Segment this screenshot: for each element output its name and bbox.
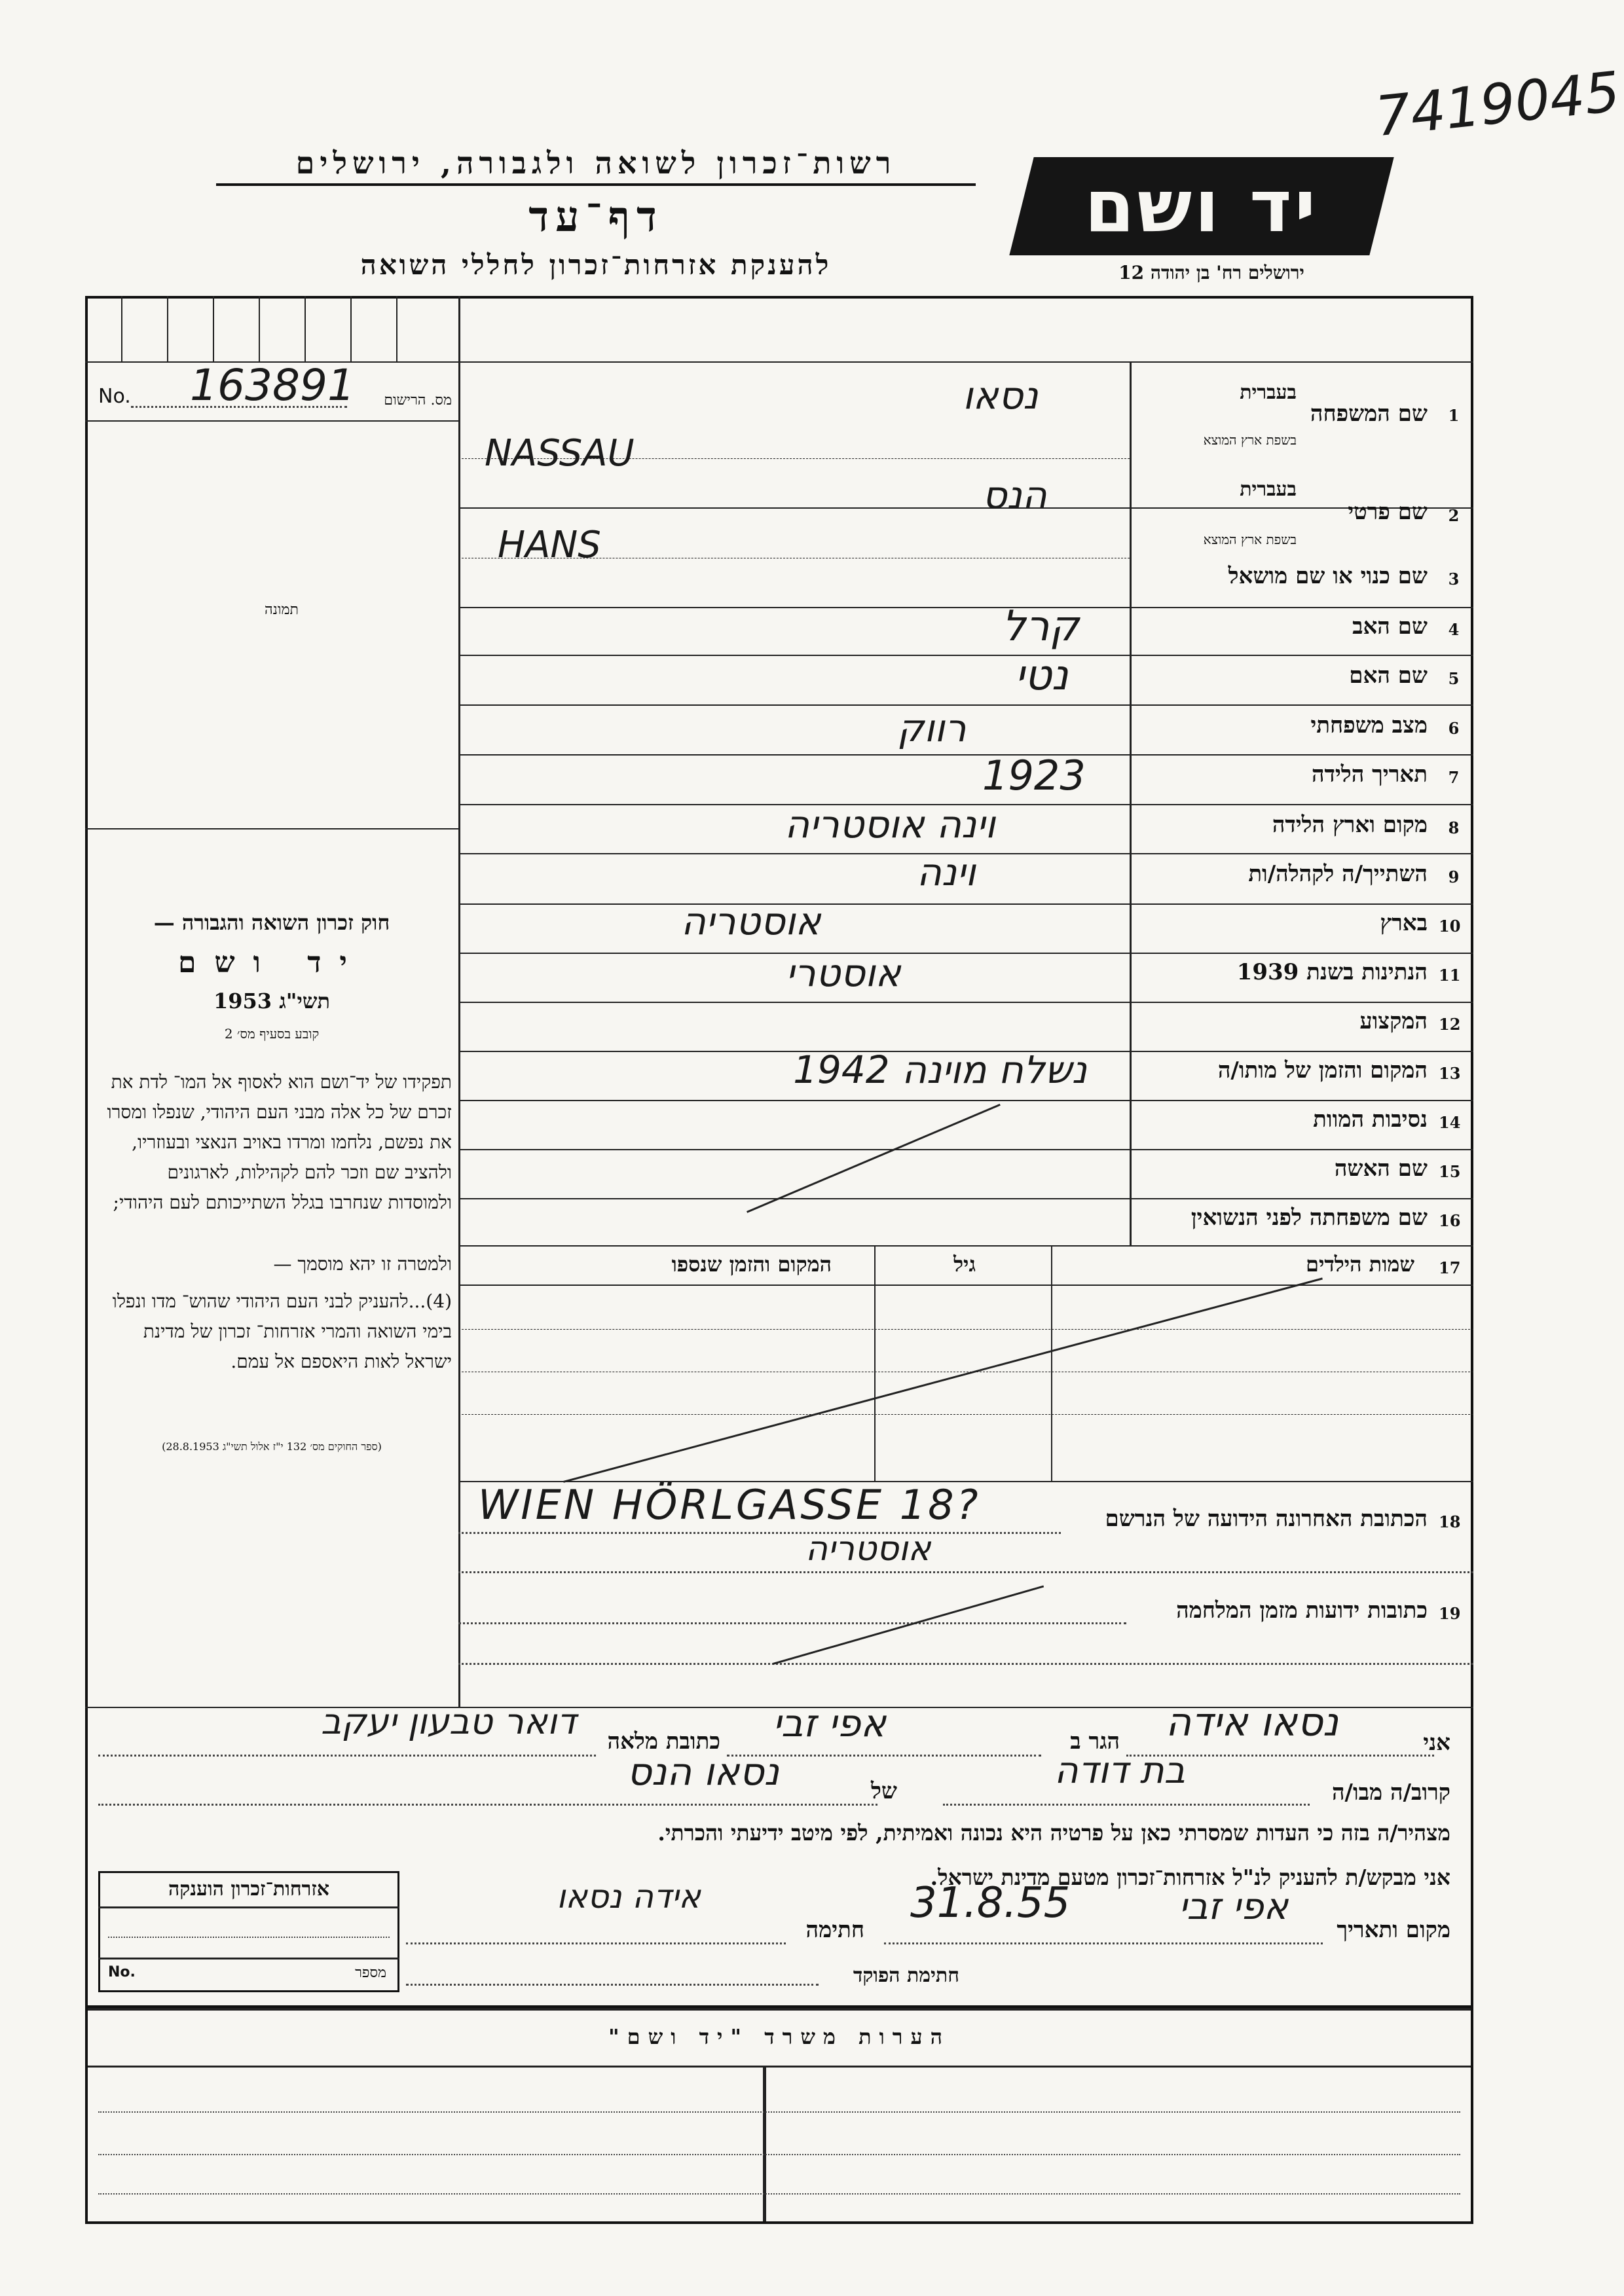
value-mother-name: נטי (1015, 651, 1069, 700)
value-father-name: קרל (1002, 602, 1079, 651)
label-death-circumstances: נסיבות המוות (1313, 1106, 1428, 1133)
place-date-label: מקום ותאריך (1337, 1917, 1450, 1943)
value-marital-status: רווק (897, 706, 967, 750)
granted-title: אזרחות־זכרון הוענקה (168, 1878, 330, 1901)
label-wife-maiden-name: שם משפחתה לפני הנשואין (1190, 1205, 1428, 1231)
label-profession: המקצוע (1359, 1008, 1428, 1034)
declarant-of-name: נסאו הנס (627, 1749, 779, 1794)
law-title: חוק זכרון השואה והגבורה — (153, 910, 390, 935)
signature-label: חתימה (805, 1917, 864, 1943)
row-number-7: 7 (1448, 768, 1460, 787)
tag-first-hebrew: בעברית (1240, 478, 1297, 501)
label-family-name: שם המשפחה (1310, 401, 1428, 427)
law-year: תשי"ג 1953 (213, 989, 330, 1013)
declarant-of-label: של (871, 1778, 897, 1804)
law-clause: קובע בסעיף מס׳ 2 (224, 1026, 320, 1042)
declarant-relation: בת דודה (1054, 1749, 1185, 1792)
row-number-10: 10 (1439, 917, 1461, 936)
row-number-16: 16 (1439, 1211, 1461, 1230)
label-last-address: הכתובת האחרונה הידועה של הנרשם (1105, 1506, 1428, 1532)
tag-family-hebrew: בעברית (1240, 381, 1297, 404)
declarant-residing-label: הגר ב (1070, 1728, 1120, 1755)
photo-label: תמונה (265, 602, 299, 618)
label-community: השתייך/ה לקהלה/ות (1248, 861, 1428, 887)
yad-vashem-logo (1009, 157, 1393, 255)
value-birth-place: וינה אוסטריה (784, 802, 995, 847)
value-death-place-time: נשלח מוינה 1942 (793, 1048, 1087, 1092)
declaration-text: מצהיר/ה בזה כי העדות שמסרתי כאן על פרטיה היא נכונה ואמיתית, לפי מיטב ידיעתי והכרתי. (657, 1820, 1450, 1846)
request-text: אני מבקש/ת להעניק לנ"ל אזרחות־זכרון מטעם מדינת ישראל. (930, 1865, 1450, 1890)
label-country: בארץ (1380, 910, 1428, 936)
declarant-full-address-label: כתובת מלאה (607, 1728, 720, 1755)
value-first-origin: HANS (498, 524, 601, 566)
place-value: אפי זבי (1179, 1886, 1289, 1928)
logo-address: ירושלים רח' בן יהודה 12 (1118, 262, 1304, 283)
header-children-names: שמות הילדים (1306, 1252, 1414, 1277)
value-last-address-country: אוסטריה (805, 1529, 931, 1569)
label-wife-name: שם האשה (1334, 1156, 1428, 1182)
value-first-hebrew: הנס (982, 473, 1047, 517)
value-community: וינה (917, 850, 976, 894)
row-number-4: 4 (1448, 620, 1460, 639)
registration-no-label: No. (98, 385, 131, 408)
label-birth-date: תאריך הלידה (1311, 761, 1428, 788)
label-mother-name: שם האם (1349, 663, 1428, 689)
law-name: יד ושם (178, 946, 365, 979)
row-number-12: 12 (1439, 1015, 1461, 1034)
remarks-title: הערות משרד "יד ושם" (608, 2024, 951, 2049)
form-title: דף־עד (528, 192, 663, 242)
label-nationality-1939: הנתינות בשנת 1939 (1236, 959, 1428, 985)
label-nickname: שם כנוי או שם מושאל (1228, 563, 1428, 589)
declarant-relative-label: קרוב/ה מבו/ה (1331, 1779, 1450, 1806)
header-children-place: המקום והזמן שנספו (671, 1252, 832, 1277)
label-marital-status: מצב משפחתי (1310, 712, 1428, 738)
declarant-name: נסאו אידה (1166, 1700, 1338, 1745)
row-number-3: 3 (1448, 570, 1460, 589)
logo-text: יד ושם (1084, 164, 1319, 248)
declarant-ani: אני (1423, 1730, 1450, 1756)
officer-signature-label: חתימת הפוקד (853, 1964, 959, 1987)
registration-label: מס. הרישום (384, 392, 452, 409)
label-wartime-addresses: כתובות ידועות מזמן המלחמה (1176, 1597, 1428, 1624)
row-number-19: 19 (1439, 1604, 1461, 1623)
row-number-11: 11 (1439, 966, 1461, 985)
law-paragraph-2: ולמטרה זו יהא מוסמך — (273, 1253, 452, 1275)
date-value: 31.8.55 (910, 1879, 1071, 1927)
value-birth-date: 1923 (982, 752, 1086, 799)
authority-title: רשות־זכרון לשואה ולגבורה, ירושלים (216, 145, 976, 186)
row-number-14: 14 (1439, 1113, 1461, 1132)
tag-first-origin: בשפת ארץ המוצא (1203, 532, 1297, 547)
declarant-city: אפי זבי (773, 1701, 886, 1745)
granted-no-label: No. (108, 1964, 136, 1980)
row-number-17: 17 (1439, 1258, 1461, 1277)
row-number-2: 2 (1448, 506, 1460, 525)
remarks-box (85, 2008, 1473, 2224)
row-number-1: 1 (1448, 406, 1460, 425)
signature-value: אידה נסאו (557, 1878, 701, 1916)
value-country: אוסטריה (681, 899, 821, 943)
row-number-18: 18 (1439, 1512, 1461, 1531)
label-first-name: שם פרטי (1348, 499, 1428, 525)
row-number-15: 15 (1439, 1162, 1461, 1181)
tag-family-origin: בשפת ארץ המוצא (1203, 432, 1297, 448)
form-subtitle: להענקת אזרחות־זכרון לחללי השואה (360, 249, 832, 281)
label-birth-place: מקום וארץ הלידה (1272, 812, 1428, 838)
row-number-6: 6 (1448, 719, 1460, 738)
value-family-origin: NASSAU (485, 432, 635, 475)
law-source: (ספר החוקים מס׳ 132 י"ז אלול תשי"ג 28.8.1953) (162, 1440, 382, 1453)
value-nationality-1939: אוסטרי (786, 951, 901, 995)
declarant-full-address: דואר טבעון יעקב (321, 1701, 576, 1742)
granted-number-label: מספר (355, 1965, 386, 1981)
row-number-5: 5 (1448, 669, 1460, 688)
row-number-9: 9 (1448, 867, 1460, 886)
registration-number: 163891 (190, 360, 355, 410)
value-last-address: WIEN HÖRLGASSE 18? (478, 1481, 981, 1529)
row-number-13: 13 (1439, 1064, 1461, 1083)
label-father-name: שם האב (1352, 613, 1428, 640)
label-death-place-time: המקום והזמן של מותו/ה (1217, 1057, 1428, 1084)
value-family-hebrew: נסאו (963, 373, 1039, 418)
law-paragraph-3: (4)...להעניק לבני העם היהודי שהוש־ מדו ונפלו בימי השואה והמרי אזרחות־ זכרון של מדינת ישראל לאות היאספם אל עמם. (112, 1290, 452, 1372)
archive-number: 7419045 (1372, 59, 1623, 149)
header-children-age: גיל (953, 1252, 976, 1277)
law-paragraph-1: תפקידו של יד־ושם הוא לאסוף אל המו־ לדת את זכרם של כל אלה מבני העם היהודי, שנפלו ומסרו את נפשם, נלחמו ומרדו באויב הנאצי ובעוזריו, ולהציב שם וזכר להם לקהילות, לארגונים ולמוסדות שנחרבו בגלל השתייכותם לעם היהודי; (107, 1071, 452, 1213)
row-number-8: 8 (1448, 818, 1460, 837)
